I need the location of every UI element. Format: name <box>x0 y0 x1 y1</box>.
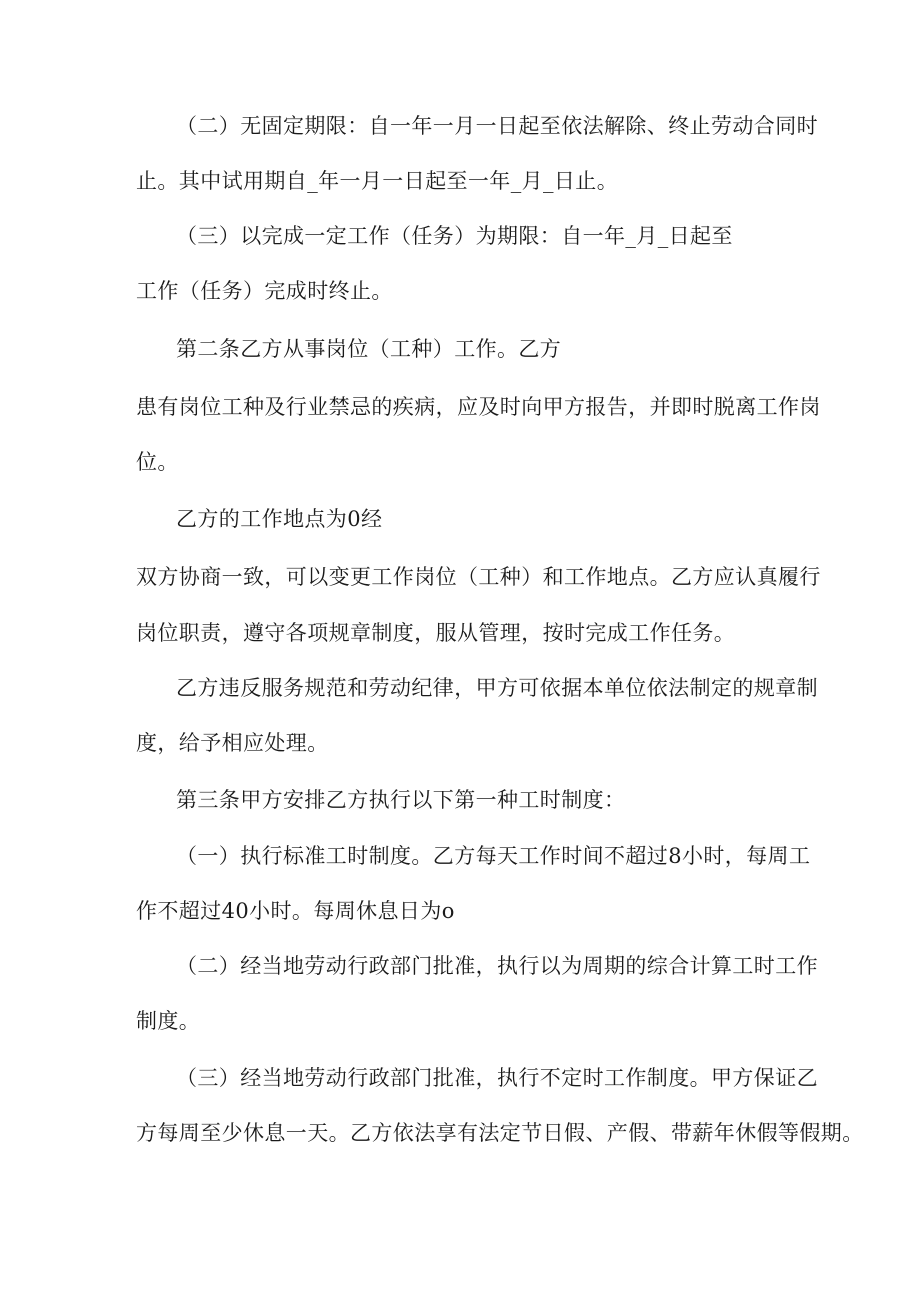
text-line: （二）经当地劳动行政部门批准，执行以为周期的综合计算工时工作 <box>176 954 818 978</box>
text-line: 乙方的工作地点为0经 <box>176 507 383 531</box>
text-line: 双方协商一致，可以变更工作岗位（工种）和工作地点。乙方应认真履行 <box>136 565 821 589</box>
text-line: 位。 <box>136 450 179 474</box>
text-line: 度，给予相应处理。 <box>136 731 329 755</box>
text-line: 作不超过40小时。每周休息日为o <box>136 899 455 923</box>
text-line: 方每周至少休息一天。乙方依法享有法定节日假、产假、带薪年休假等假期。 <box>136 1121 864 1145</box>
text-line: 工作（任务）完成时终止。 <box>136 279 393 303</box>
text-line: （三）经当地劳动行政部门批准，执行不定时工作制度。甲方保证乙 <box>176 1066 818 1090</box>
text-line: 乙方违反服务规范和劳动纪律，甲方可依据本单位依法制定的规章制 <box>176 676 818 700</box>
text-line: （二）无固定期限：自一年一月一日起至依法解除、终止劳动合同时 <box>176 114 818 138</box>
text-line: 岗位职责，遵守各项规章制度，服从管理，按时完成工作任务。 <box>136 621 736 645</box>
text-line: 止。其中试用期自_年一月一日起至一年_月_日止。 <box>136 169 619 193</box>
text-line: 第二条乙方从事岗位（工种）工作。乙方 <box>176 337 562 361</box>
text-line: 第三条甲方安排乙方执行以下第一种工时制度： <box>176 788 626 812</box>
text-line: （三）以完成一定工作（任务）为期限：自一年_月_日起至 <box>176 224 733 248</box>
text-line: 制度。 <box>136 1009 201 1033</box>
text-line: 患有岗位工种及行业禁忌的疾病，应及时向甲方报告，并即时脱离工作岗 <box>136 395 821 419</box>
text-line: （一）执行标准工时制度。乙方每天工作时间不超过8小时，每周工 <box>176 844 811 868</box>
